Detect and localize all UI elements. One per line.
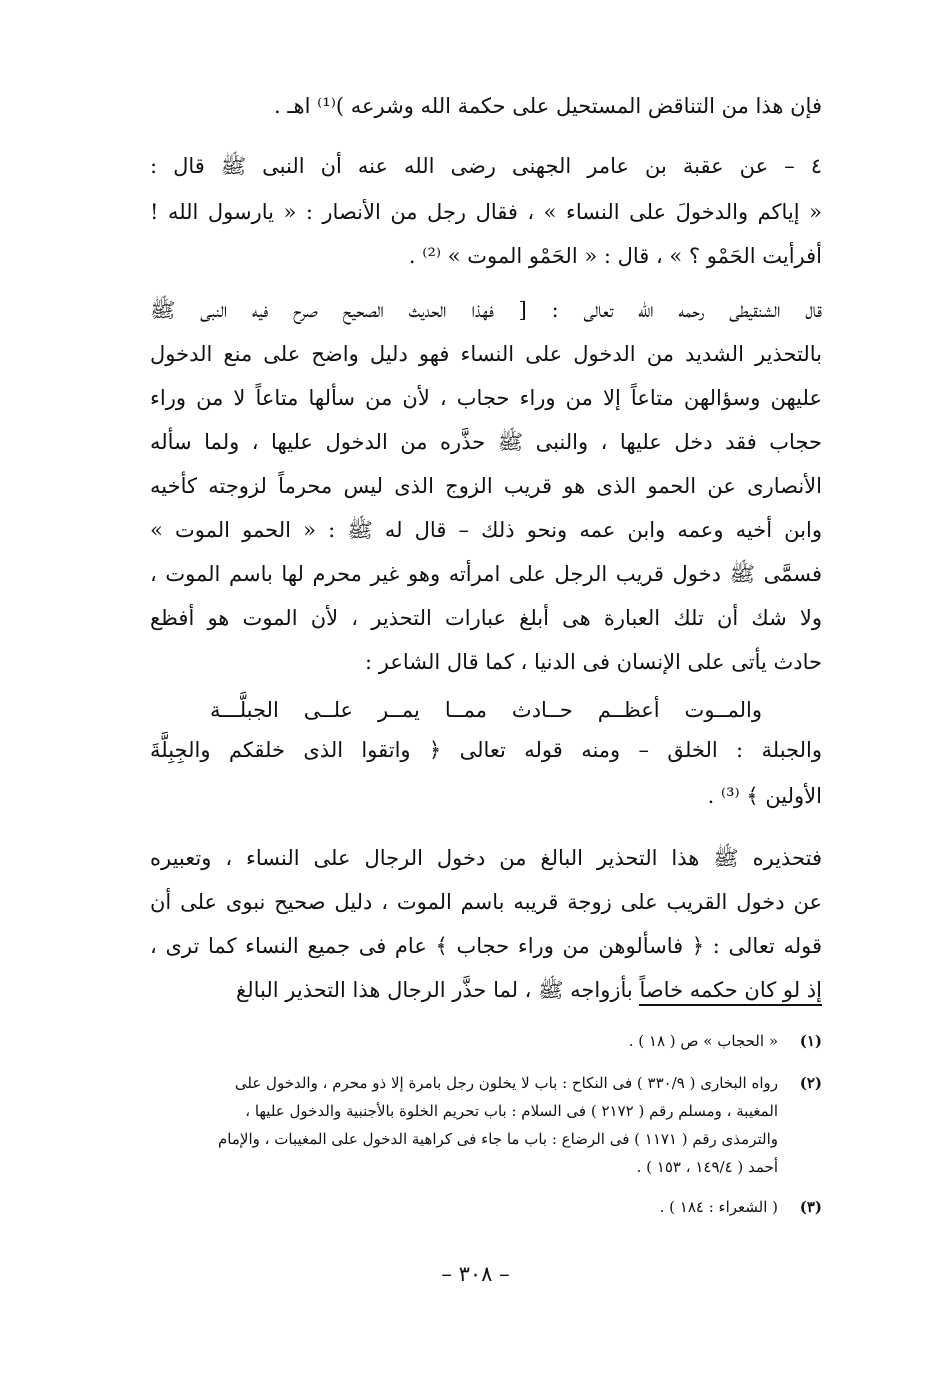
- underlined-phrase: إذ لو كان حكمه خاصاً: [639, 978, 822, 1006]
- paragraph-line: حادث يأتى على الإنسان فى الدنيا ، كما قال الشاعر :: [365, 650, 822, 674]
- footnote-3: [150, 1194, 822, 1221]
- footnote-text: والترمذى رقم ( ١١٧١ ) فى الرضاع : باب ما جاء فى كراهية الدخول على المغيبات ، والإمام: [218, 1130, 778, 1148]
- footnote-text: رواه البخارى ( ٣٣٠/٩ ) فى النكاح : باب لا يخلون رجل بامرة إلا ذو محرم ، والدخول على: [234, 1074, 778, 1092]
- footnote-1: [150, 1028, 822, 1055]
- footnote-2: [150, 1070, 822, 1097]
- paragraph-line: عليهن وسؤالهن متاعاً إلا من وراء حجاب ، لأن من سألها متاعاً لا من وراء: [150, 386, 822, 410]
- line-rest: بأزواجه ﷺ ، لما حذَّر الرجال هذا التحذير البالغ: [236, 978, 640, 1002]
- paragraph-line: [236, 974, 822, 1006]
- footnote-number: (٢): [799, 1074, 822, 1092]
- footnote-text: المغيبة ، ومسلم رقم ( ٢١٧٢ ) فى السلام : باب تحريم الخلوة بالأجنبية والدخول عليها ،: [245, 1102, 778, 1120]
- footnote-number: (١): [799, 1032, 822, 1050]
- paragraph-line: فتحذيره ﷺ هذا التحذير البالغ من دخول الرجال على النساء ، وتعبيره: [150, 846, 822, 870]
- paragraph-line: الأولين ﴾ ⁽³⁾ .: [707, 784, 822, 808]
- paragraph-line: فإن هذا من التناقض المستحيل على حكمة الله وشرعه )⁽¹⁾ اهـ .: [274, 94, 822, 118]
- footnote-text: أحمد ( ١٤٩/٤ ، ١٥٣ ) .: [636, 1158, 778, 1176]
- paragraph-line: عن دخول القريب على زوجة قريبه باسم الموت ، دليل صحيح نبوى على أن: [150, 890, 822, 914]
- paragraph-line: وابن أخيه وعمه وابن عمه ونحو ذلك – قال له ﷺ : « الحمو الموت »: [150, 518, 822, 542]
- footnote-text: « الحجاب » ص ( ١٨ ) .: [628, 1032, 778, 1050]
- paragraph-line: والجبلة : الخلق – ومنه قوله تعالى ﴿ واتقوا الذى خلقكم والجِبِلَّةَ: [150, 738, 822, 762]
- paragraph-line: أفرأيت الحَمْو ؟ » ، قال : « الحَمْو الموت » ⁽²⁾ .: [408, 244, 822, 268]
- paragraph-line: فسمَّى ﷺ دخول قريب الرجل على امرأته وهو غير محرم لها باسم الموت ،: [150, 562, 822, 586]
- footnote-number: (٣): [799, 1198, 822, 1216]
- paragraph-line: الأنصارى عن الحمو الذى هو قريب الزوج الذى ليس محرماً لزوجته كأخيه: [150, 474, 822, 498]
- poem-verse: والمــوت أعظــم حــادث ممــا يمــر علــى الجبلَّـــة: [210, 698, 762, 722]
- paragraph-line: ٤ – عن عقبة بن عامر الجهنى رضى الله عنه أن النبى ﷺ قال :: [150, 154, 822, 178]
- paragraph-line: « إياكم والدخولَ على النساء » ، فقال رجل من الأنصار : « يارسول الله !: [150, 200, 822, 224]
- footnote-text: ( الشعراء : ١٨٤ ) .: [659, 1198, 778, 1216]
- paragraph-line: بالتحذير الشديد من الدخول على النساء فهو دليل واضح على منع الدخول: [150, 342, 822, 366]
- page-number: – ٣٠٨ –: [441, 1262, 510, 1286]
- paragraph-line: حجاب فقد دخل عليها ، والنبى ﷺ حذَّره من الدخول عليها ، ولما سأله: [150, 430, 822, 454]
- paragraph-line: قال الشنقيطى رحمه الله تعالى : [ فهذا الحديث الصحيح صرح فيه النبى ﷺ: [150, 298, 822, 322]
- paragraph-line: قوله تعالى : ﴿ فاسألوهن من وراء حجاب ﴾ عام فى جميع النساء كما ترى ،: [150, 934, 822, 958]
- paragraph-line: ولا شك أن تلك العبارة هى أبلغ عبارات التحذير ، لأن الموت هو أفظع: [150, 606, 822, 630]
